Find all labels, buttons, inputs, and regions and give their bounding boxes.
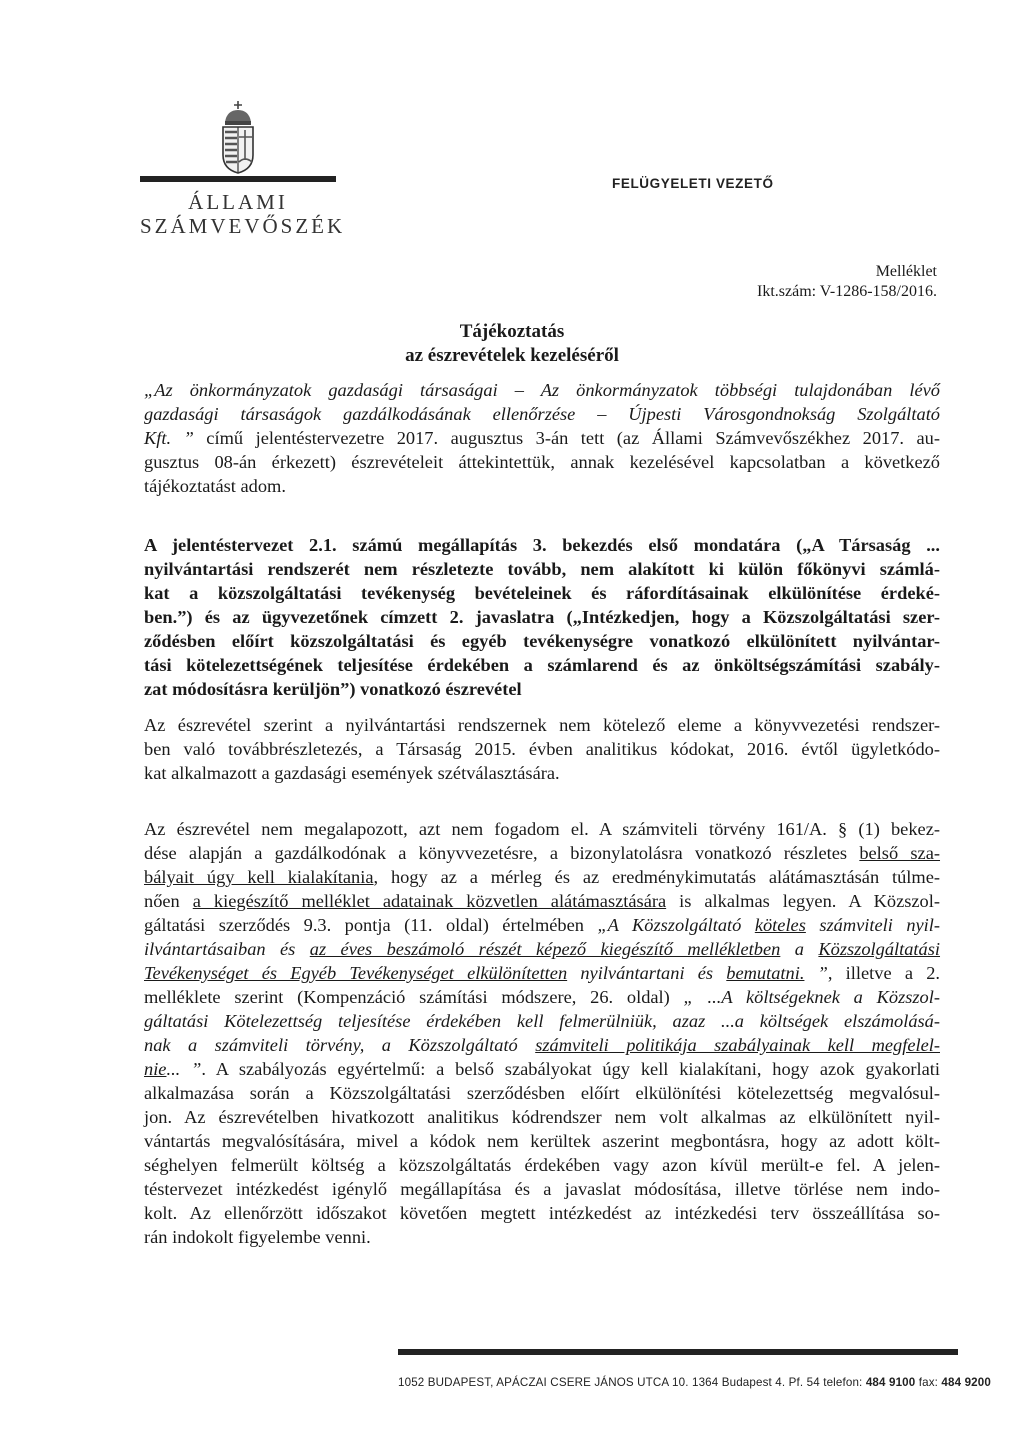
paragraph-line: bályait úgy kell kialakítania, hogy az a mérleg és az eredménykimutatás alátámasztásán túlme- — [144, 867, 940, 887]
footer-phone: 484 9100 — [865, 1376, 916, 1389]
intro-paragraph — [144, 378, 940, 498]
paragraph-line: ben való továbbrészletezés, a Társaság 2015. évben analitikus kódokat, 2016. évtől ügyletkódo- — [144, 739, 940, 759]
coat-of-arms-icon — [218, 100, 258, 174]
paragraph-line: alkalmazása során a Közszolgáltatási szerződésben előírt elkülönítési kötelezettség megvalósul- — [144, 1083, 940, 1103]
document-title: Tájékoztatás — [459, 321, 565, 342]
paragraph-2 — [144, 817, 940, 1249]
heading-line: zat módosításra kerüljön”) vonatkozó észrevétel — [144, 679, 522, 699]
intro-line: gusztus 08-án érkezett) észrevételeit áttekintettük, annak kezelésével kapcsolatban a következő — [144, 452, 940, 472]
paragraph-line: nően a kiegészítő melléklet adatainak közvetlen alátámasztására is alkalmas legyen. A Közszol- — [144, 891, 940, 911]
intro-line: tájékoztatást adom. — [144, 476, 286, 496]
heading-line: kat a közszolgáltatási tevékenység bevételeinek és ráfordításainak elkülönítése érdeké- — [144, 583, 940, 603]
paragraph-line: nak a számviteli törvény, a Közszolgáltató számviteli politikája szabályainak kell megfelel- — [144, 1035, 940, 1055]
paragraph-line: téstervezet intézkedést igénylő megállapítása és a javaslat módosítása, illetve törlése nem indo- — [144, 1179, 940, 1199]
paragraph-line: Az észrevétel nem megalapozott, azt nem fogadom el. A számviteli törvény 161/A. § (1) bekez- — [144, 819, 940, 839]
paragraph-line: melléklete szerint (Kompenzáció számítási módszere, 26. oldal) „ ...A költségeknek a Közszol- — [144, 987, 940, 1007]
paragraph-line: nie... ”. A szabályozás egyértelmű: a belső szabályokat úgy kell kialakítani, hogy azok gyakorlati — [144, 1059, 941, 1079]
footer-address-text: 1052 BUDAPEST, APÁCZAI CSERE JÁNOS UTCA 10. 1364 Budapest 4. Pf. 54 telefon: — [398, 1376, 866, 1389]
heading-line: ben.”) és az ügyvezetőnek címzett 2. javaslatra („Intézkedjen, hogy a Közszolgáltatási szer- — [144, 607, 940, 627]
heading-line: ződésben előírt közszolgáltatási és egyéb tevékenységre vonatkozó elkülönített nyilvántar- — [144, 631, 940, 651]
heading-line: tási kötelezettségének teljesítése érdekében a számlarend és az önköltségszámítási szabály- — [144, 655, 940, 675]
section-heading — [144, 533, 940, 701]
intro-line: Kft. ” című jelentéstervezetre 2017. augusztus 3-án tett (az Állami Számvevőszékhez 2017. au- — [144, 428, 940, 448]
paragraph-line: Az észrevétel szerint a nyilvántartási rendszernek nem kötelező eleme a könyvvezetési rendszer- — [144, 715, 940, 735]
paragraph-line: kolt. Az ellenőrzött időszakot követően megtett intézkedést az intézkedési terv összeállítása so- — [144, 1203, 940, 1223]
paragraph-line: kat alkalmazott a gazdasági események szétválasztására. — [144, 763, 560, 783]
footer-fax-label: fax: — [915, 1376, 942, 1389]
paragraph-line: jon. Az észrevételben hivatkozott analitikus kódrendszer nem volt alkalmas az elkülönített nyil- — [144, 1107, 940, 1127]
paragraph-line: ilvántartásaiban és az éves beszámoló részét képező kiegészítő mellékletben a Közszolgáltatási — [144, 939, 941, 959]
registration-number: Ikt.szám: V-1286-158/2016. — [757, 283, 937, 300]
paragraph-line: séghelyen felmerült költség a közszolgáltatás érdekében vagy azon kívül merült-e fel. A jelen- — [144, 1155, 940, 1175]
footer-fax: 484 9200 — [941, 1376, 991, 1389]
paragraph-line: gáltatási Kötelezettség teljesítése érdekében kell felmerülniük, azaz ...a költségek elszámolásá- — [144, 1011, 940, 1031]
paragraph-1 — [144, 713, 940, 785]
intro-line: gazdasági társaságok gazdálkodásának ellenőrzése – Újpesti Városgondnokság Szolgáltató — [144, 404, 940, 424]
paragraph-line: rán indokolt figyelembe venni. — [144, 1227, 371, 1247]
heading-line: nyilvántartási rendszerét nem részletezte tovább, nem alakított ki külön főkönyvi számlá- — [144, 559, 940, 579]
paragraph-line: vántartás megvalósítására, mivel a kódok nem kerültek aszerint megbontásra, hogy az adott költ- — [144, 1131, 940, 1151]
org-name-line-2: SZÁMVEVŐSZÉK — [140, 214, 346, 238]
paragraph-line: gáltatási szerződés 9.3. pontja (11. oldal) értelmében „A Közszolgáltató köteles számviteli nyil- — [144, 915, 941, 935]
paragraph-line: dése alapján a gazdálkodónak a könyvvezetésre, a bizonylatolásra vonatkozó részletes belső sza- — [144, 843, 941, 863]
org-name-line-1: ÁLLAMI — [188, 190, 288, 214]
footer-rule — [398, 1349, 958, 1355]
intro-line: „Az önkormányzatok gazdasági társaságai – Az önkormányzatok többségi tulajdonában lévő — [144, 380, 940, 400]
footer-address — [398, 1376, 991, 1389]
heading-line: A jelentéstervezet 2.1. számú megállapítás 3. bekezdés első mondatára („A Társaság ... — [144, 535, 940, 555]
paragraph-line: Tevékenységet és Egyéb Tevékenységet elkülönítetten nyilvántartani és bemutatni. ”, illetve a 2. — [144, 963, 940, 983]
header-rule — [140, 176, 336, 182]
document-subtitle: az észrevételek kezeléséről — [405, 345, 619, 366]
role-title: FELÜGYELETI VEZETŐ — [612, 176, 774, 191]
attachment-label: Melléklet — [875, 263, 937, 280]
